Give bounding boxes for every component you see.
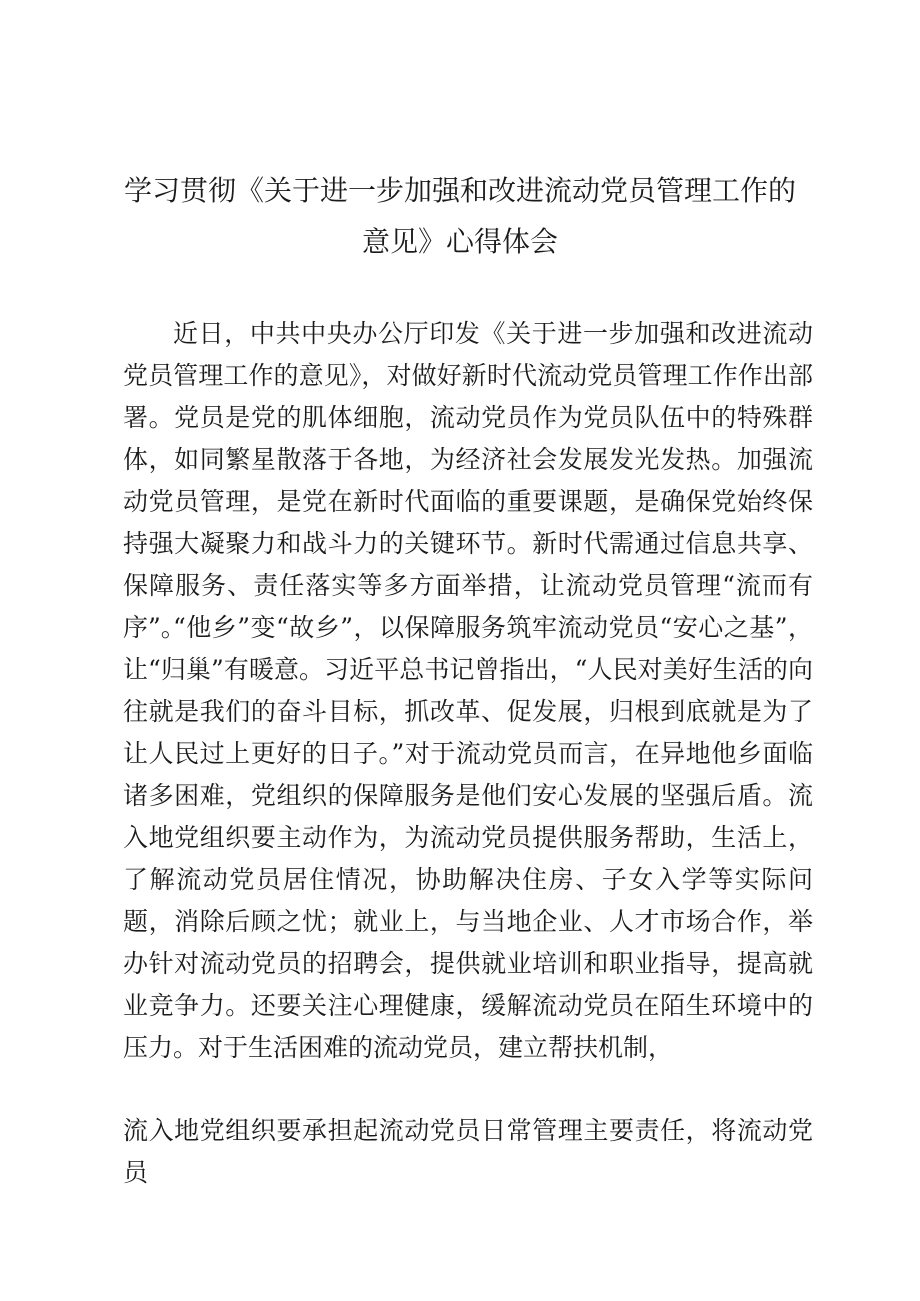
body-paragraph: 近日，中共中央办公厅印发《关于进一步加强和改进流动党员管理工作的意见》，对做好新时代流动党员管理工作作出部署。党员是党的肌体细胞，流动党员作为党员队伍中的特殊群体，如同繁星散落于各地，为经济社会发展发光发热。加强流动党员管理，是党在新时代面临的重要课题，是确保党始终保持强大凝聚力和战斗力的关键环节。新时代需通过信息共享、保障服务、责任落实等多方面举措，让流动党员管理“流而有序”。 <box>123 319 813 642</box>
body-paragraph-2-block <box>123 607 813 1069</box>
document-title-line-2: 意见》心得体会 <box>361 225 558 258</box>
body-paragraph-3-block <box>123 1110 813 1194</box>
body-paragraph-1-block <box>123 313 813 649</box>
body-paragraph: 流入地党组织要承担起流动党员日常管理主要责任，将流动党员 <box>123 1116 813 1187</box>
body-paragraph: “他乡”变“故乡”，以保障服务筑牢流动党员“安心之基”，让“归巢”有暖意。习近平总书记曾指出，“人民对美好生活的向往就是我们的奋斗目标，抓改革、促发展，归根到底就是为了让人民过上更好的日子。”对于流动党员而言，在异地他乡面临诸多困难，党组织的保障服务是他们安心发展的坚强后盾。流入地党组织要主动作为，为流动党员提供服务帮助，生活上，了解流动党员居住情况，协助解决住房、子女入学等实际问题，消除后顾之忧；就业上，与当地企业、人才市场合作，举办针对流动党员的招聘会，提供就业培训和职业指导，提高就业竞争力。还要关注心理健康，缓解流动党员在陌生环境中的压力。对于生活困难的流动党员，建立帮扶机制， <box>123 613 813 1062</box>
document-title-line-1: 学习贯彻《关于进一步加强和改进流动党员管理工作的 <box>123 174 796 207</box>
